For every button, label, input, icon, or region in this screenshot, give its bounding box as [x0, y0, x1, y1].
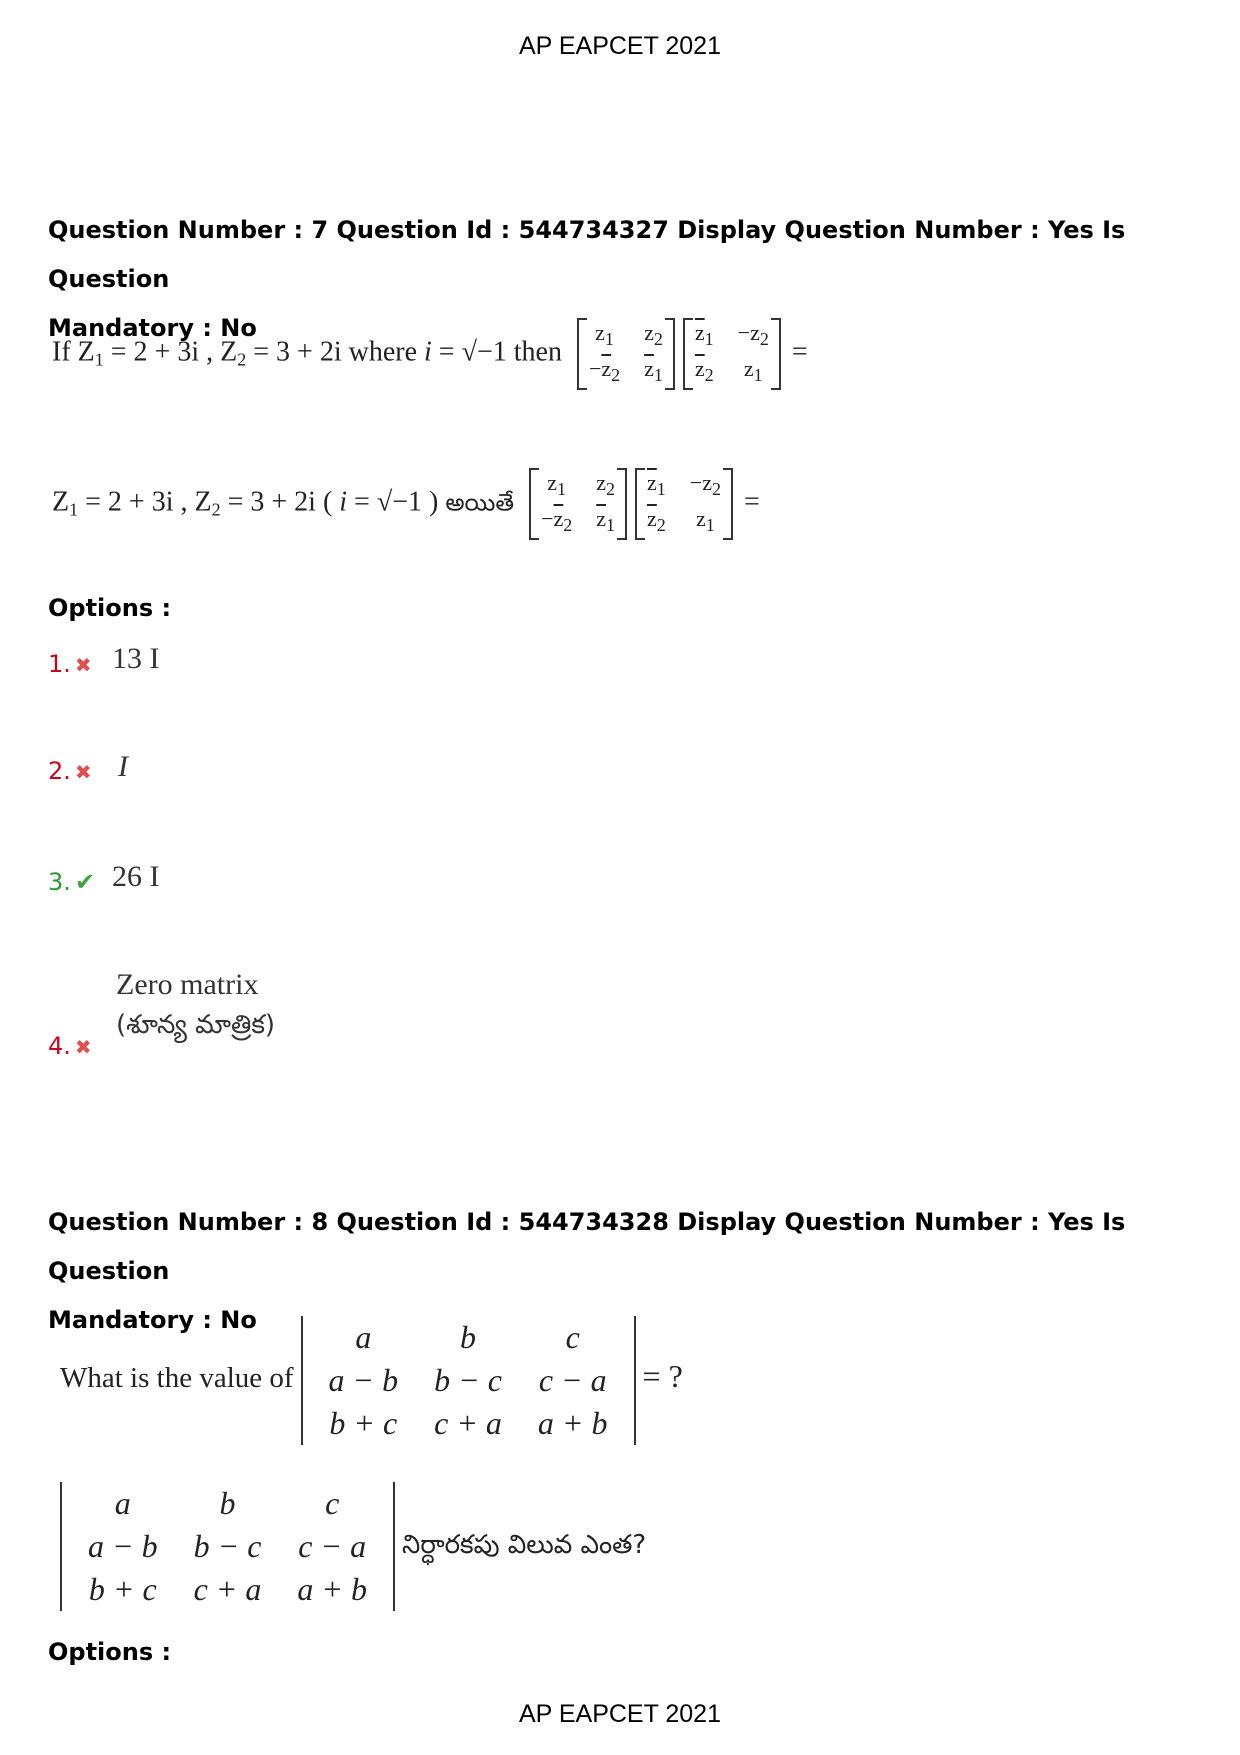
option-1-text: 13 I [112, 642, 160, 675]
option-4[interactable] [48, 1032, 92, 1060]
matrix-b-telugu: $\overline{z}_1$ $-z_2$ $\overline{z}_2$ $z_1$ [635, 468, 733, 540]
question-7-english-text: If $Z_1 = 2 + 3i$ , $Z_2 = 3 + 2i$ where i = √−1 then $z_1$ $z_2$ $-\overline{z}_2$ $\overline{z}_1$ $\overline{z}_1$ $-z_2$ $\overline{z}_2$ $z_1$ = [52, 318, 808, 390]
option-3[interactable] [48, 868, 95, 897]
option-3-number: 3. [48, 868, 71, 896]
option-4-number: 4. [48, 1032, 71, 1060]
determinant-telugu: a b c a − b b − c c − a b + c c + a a + b [60, 1482, 395, 1611]
determinant: a b c a − b b − c c − a b + c c + a a + b [301, 1316, 636, 1445]
matrix-a-telugu: $z_1$ $z_2$ $-\overline{z}_2$ $\overline{z}_1$ [529, 468, 627, 540]
question-7-header-line1: Question Number : 7 Question Id : 544734327 Display Question Number : Yes Is Question [48, 216, 1126, 293]
option-2[interactable] [48, 757, 92, 785]
wrong-mark-icon: ✖ [74, 1037, 92, 1059]
question-7-telugu-text: $Z_1 = 2 + 3i$ , $Z_2 = 3 + 2i$ ( i = √−1 ) అయితే $z_1$ $z_2$ $-\overline{z}_2$ $\overline{z}_1$ $\overline{z}_1$ $-z_2$ $\overline{z}_2$ $z_1$ = [52, 468, 760, 540]
question-8-header-line1: Question Number : 8 Question Id : 544734328 Display Question Number : Yes Is Question [48, 1208, 1126, 1285]
matrix-b: $\overline{z}_1$ $-z_2$ $\overline{z}_2$ $z_1$ [683, 318, 781, 390]
question-8-header-line2: Mandatory : No [48, 1306, 257, 1334]
page-footer: AP EAPCET 2021 [519, 1700, 721, 1728]
question-7-header-line2: Mandatory : No [48, 314, 257, 342]
question-8-english-text: What is the value of a b c a − b b − c c − a b + c c + a a + b = ? [60, 1316, 683, 1445]
option-1[interactable] [48, 650, 92, 678]
wrong-mark-icon: ✖ [74, 762, 92, 784]
question-8-options-label: Options : [48, 1638, 172, 1666]
wrong-mark-icon: ✖ [74, 655, 92, 677]
option-3-text: 26 I [112, 860, 160, 893]
page-header: AP EAPCET 2021 [519, 32, 721, 60]
option-2-number: 2. [48, 757, 71, 785]
option-2-text: I [118, 750, 128, 783]
option-1-number: 1. [48, 650, 71, 678]
option-4-telugu-text: (శూన్య మాత్రిక) [116, 1010, 276, 1040]
question-8-telugu-text: a b c a − b b − c c − a b + c c + a a + b నిర్ధారకపు విలువ ఎంత? [60, 1482, 646, 1611]
option-4-text: Zero matrix [116, 968, 259, 1001]
check-mark-icon: ✔ [74, 870, 96, 896]
question-7-options-label: Options : [48, 594, 172, 622]
matrix-a: $z_1$ $z_2$ $-\overline{z}_2$ $\overline{z}_1$ [577, 318, 675, 390]
